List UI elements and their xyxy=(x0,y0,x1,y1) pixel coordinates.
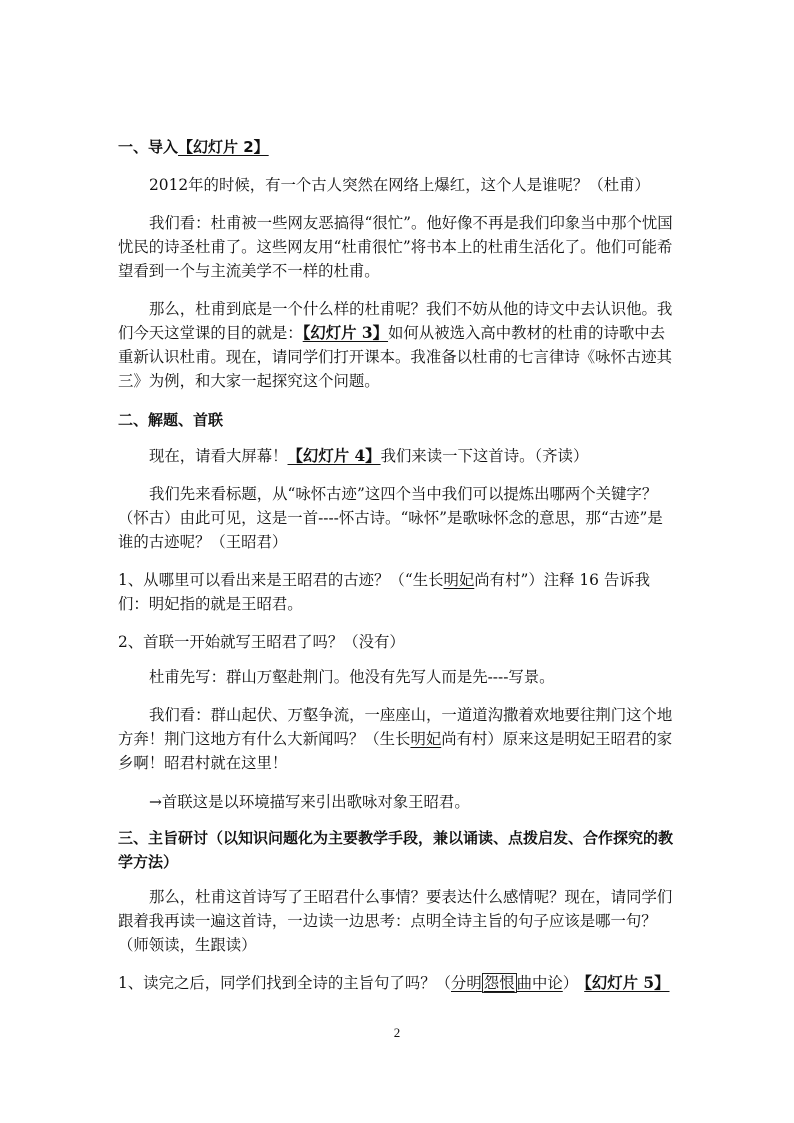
slide-3-link[interactable]: 【幻灯片 3】 xyxy=(302,324,389,342)
paragraph: 现在，请看大屏幕！【幻灯片 4】我们来读一下这首诗。（齐读） xyxy=(149,447,589,465)
paragraph: 杜甫先写：群山万壑赴荆门。他没有先写人而是先----写景。 xyxy=(149,668,555,686)
question-1: 1、从哪里可以看出来是王昭君的古迹？（“生长明妃尚有村”）注释 16 告诉我们：明妃指的就是王昭君。 xyxy=(118,571,651,613)
paragraph: 那么，杜甫这首诗写了王昭君什么事情？要表达什么感情呢？现在，请同学们跟着我再读一遍这首诗，一边读一边思考：点明全诗主旨的句子应该是哪一句？（师领读，生跟读） xyxy=(118,888,673,954)
question-1: 1、读完之后，同学们找到全诗的主旨句了吗？（分明 怨恨 曲中论） 【幻灯片 5】 xyxy=(118,974,670,992)
section-2-heading: 二、解题、首联 xyxy=(118,411,224,429)
underlined-term: 明妃 xyxy=(410,730,442,748)
paragraph: 我们看：杜甫被一些网友恶搞得“很忙”。他好像不再是我们印象当中那个忧国忧民的诗圣杜甫了。这些网友用“杜甫很忙”将书本上的杜甫生活化了。他们可能希望看到一个与主流美学不一样的杜甫。 xyxy=(118,214,673,280)
paragraph: 我们先来看标题，从“咏怀古迹”这四个当中我们可以提炼出哪两个关键字？（怀古）由此可见，这是一首----怀古诗。“咏怀”是歌咏怀念的意思，那“古迹”是谁的古迹呢？（王昭君） xyxy=(118,485,663,551)
slide-2-link[interactable]: 【幻灯片 2】 xyxy=(178,138,269,156)
section-1-heading: 一、导入【幻灯片 2】 xyxy=(118,138,269,156)
paragraph: 那么，杜甫到底是一个什么样的杜甫呢？我们不妨从他的诗文中去认识他。我们今天这堂课的目的就是：【幻灯片 3】如何从被选入高中教材的杜甫的诗歌中去重新认识杜甫。现在，请同学们打开课本。我准备以杜甫的七言律诗《咏怀古迹其三》为例，和大家一起探究这个问题。 xyxy=(118,300,673,390)
underlined-term: 分明 xyxy=(451,974,482,992)
page-number: 2 xyxy=(393,1025,401,1040)
underlined-term: 明妃 xyxy=(443,571,475,589)
slide-4-link[interactable]: 【幻灯片 4】 xyxy=(287,447,381,465)
question-2: 2、首联一开始就写王昭君了吗？（没有） xyxy=(118,633,405,651)
underlined-term: 曲中论 xyxy=(516,974,563,992)
paragraph: 我们看：群山起伏、万壑争流，一座座山，一道道沟撒着欢地要往荆门这个地方奔！荆门这地方有什么大新闻吗？（生长明妃尚有村）原来这是明妃王昭君的家乡啊！昭君村就在这里！ xyxy=(118,706,673,772)
paragraph: →首联这是以环境描写来引出歌咏对象王昭君。 xyxy=(149,793,470,811)
paragraph: 2012年的时候，有一个古人突然在网络上爆红，这个人是谁呢？（杜甫） xyxy=(149,176,650,194)
slide-5-link[interactable]: 【幻灯片 5】 xyxy=(584,974,670,992)
boxed-term: 怨恨 xyxy=(483,974,515,992)
section-3-heading: 三、主旨研讨（以知识问题化为主要教学手段，兼以诵读、点拨启发、合作探究的教学方法） xyxy=(118,829,674,871)
